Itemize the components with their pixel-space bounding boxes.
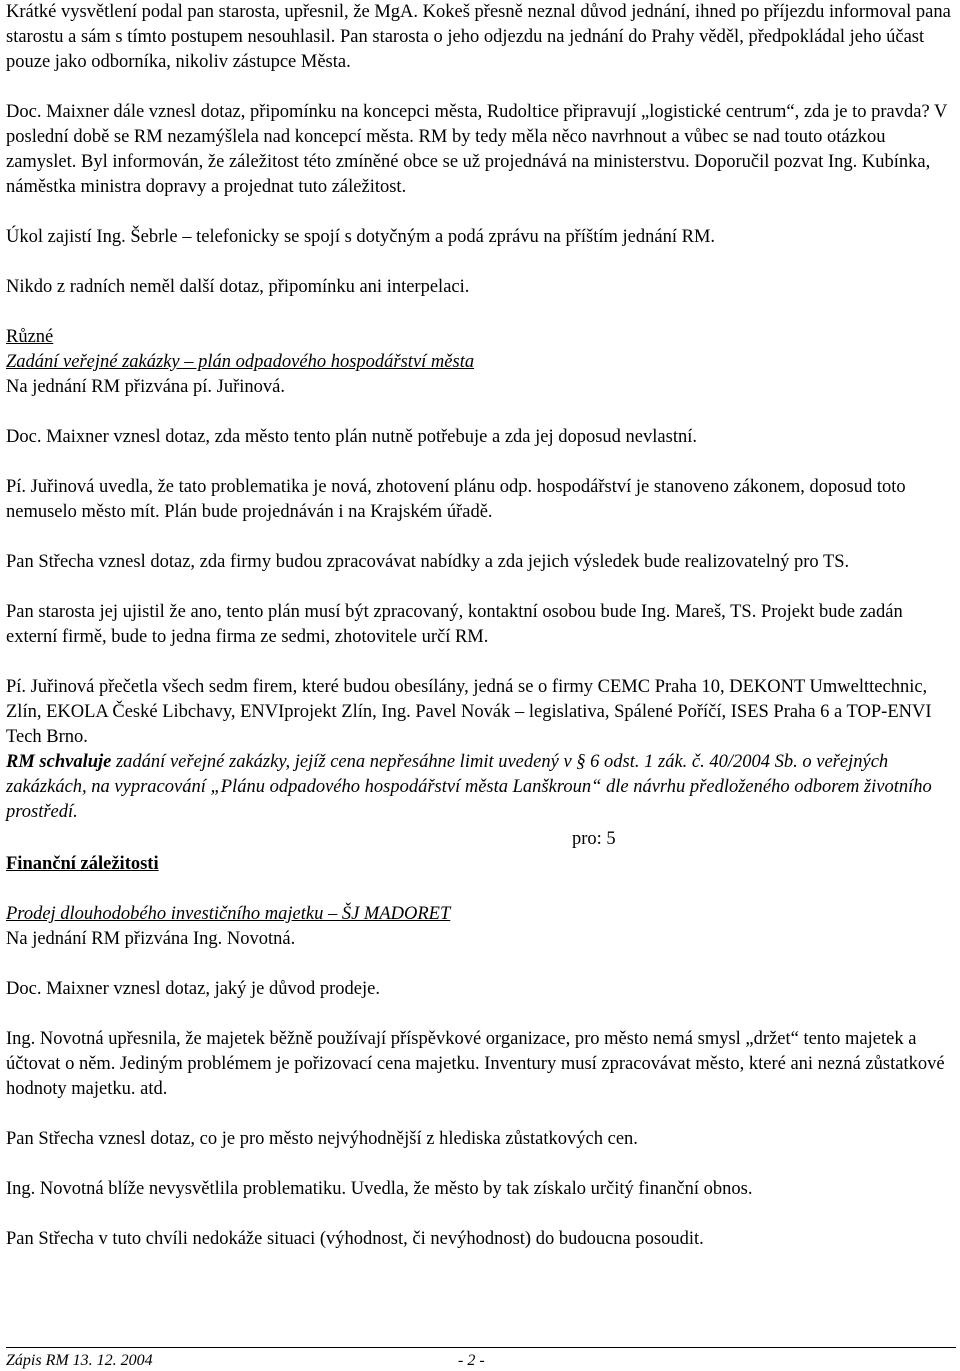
paragraph-novotna-explain: Ing. Novotná upřesnila, že majetek běžně používají příspěvkové organizace, pro město nemá smysl „držet“ tento majetek a účtovat o něm. Jediným problémem je pořizovací cena majetku. Inventury musí zpracovávat město, které ani nezná zůstatkové hodnoty majetku. atd. xyxy=(6,1029,945,1099)
paragraph-maixner-reason: Doc. Maixner vznesl dotaz, jaký je důvod prodeje. xyxy=(6,979,380,999)
resolution-bold: RM schvaluje xyxy=(6,752,112,772)
paragraph-strecha-residual: Pan Střecha vznesl dotaz, co je pro město nejvýhodnější z hlediska zůstatkových cen. xyxy=(6,1129,638,1149)
paragraph-maixner-concept: Doc. Maixner dále vznesl dotaz, připomínku na koncepci města, Rudoltice připravují „logistické centrum“, zda je to pravda? V poslední době se RM nezamýšlela nad koncepcí města. RM by tedy měla něco navrhnout a vůbec se nad touto otázkou zamyslet. Byl informován, že záležitost této zmíněné obce se už projednává na ministerstvu. Doporučil pozvat Ing. Kubínka, náměstka ministra dopravy a projednat tuto záležitost. xyxy=(6,102,947,197)
paragraph-mayor-answer: Pan starosta jej ujistil že ano, tento plán musí být zpracovaný, kontaktní osobou bude Ing. Mareš, TS. Projekt bude zadán externí firmě, bude to jedna firma ze sedmi, zhotovitele určí RM. xyxy=(6,602,903,647)
subheading-asset-sale: Prodej dlouhodobého investičního majetku – ŠJ MADORET xyxy=(6,904,451,924)
resolution-rest: zadání veřejné zakázky, jejíž cena nepřesáhne limit uvedený v § 6 odst. 1 zák. č. 40/2004 Sb. o veřejných zakázkách, na vypracování „Plánu odpadového hospodářství města Lanškroun“ dle návrhu předloženého odborem životního prostředí. xyxy=(6,752,932,822)
paragraph-novotna-obnos: Ing. Novotná blíže nevysvětlila problematiku. Uvedla, že město by tak získalo určitý finanční obnos. xyxy=(6,1179,753,1199)
resolution-text xyxy=(6,750,956,825)
vote-result: pro: 5 xyxy=(572,829,616,849)
footer-divider xyxy=(6,1347,956,1348)
paragraph-strecha-assess: Pan Střecha v tuto chvíli nedokáže situaci (výhodnost, či nevýhodnost) do budoucna posoudit. xyxy=(6,1229,704,1249)
section-heading-ruzne: Různé xyxy=(6,327,54,347)
section-heading-financni: Finanční záležitosti xyxy=(6,854,159,874)
footer-document-title: Zápis RM 13. 12. 2004 xyxy=(6,1352,153,1369)
paragraph-jurinova-problem: Pí. Juřinová uvedla, že tato problematika je nová, zhotovení plánu odp. hospodářství je stanoveno zákonem, doposud toto nemuselo město mít. Plán bude projednáván i na Krajském úřadě. xyxy=(6,477,906,522)
paragraph-intro: Krátké vysvětlení podal pan starosta, upřesnil, že MgA. Kokeš přesně neznal důvod jednání, ihned po příjezdu informoval pana starostu a sám s tímto postupem nesouhlasil. Pan starosta o jeho odjezdu na jednání do Prahy věděl, předpokládal jeho účast pouze jako odborníka, nikoliv zástupce Města. xyxy=(6,2,951,72)
paragraph-maixner-plan: Doc. Maixner vznesl dotaz, zda město tento plán nutně potřebuje a zda jej doposud nevlastní. xyxy=(6,427,697,447)
paragraph-firms-list: Pí. Juřinová přečetla všech sedm firem, které budou obesílány, jedná se o firmy CEMC Praha 10, DEKONT Umwelttechnic, Zlín, EKOLA České Libchavy, ENVIprojekt Zlín, Ing. Pavel Novák – legislativa, Spálené Poříčí, ISES Praha 6 a TOP-ENVI Tech Brno. xyxy=(6,677,932,747)
paragraph-no-questions: Nikdo z radních neměl další dotaz, připomínku ani interpelaci. xyxy=(6,277,470,297)
paragraph-task: Úkol zajistí Ing. Šebrle – telefonicky se spojí s dotyčným a podá zprávu na příštím jednání RM. xyxy=(6,227,716,247)
document-page xyxy=(6,0,956,1252)
paragraph-strecha-offers: Pan Střecha vznesl dotaz, zda firmy budou zpracovávat nabídky a zda jejich výsledek bude realizovatelný pro TS. xyxy=(6,552,850,572)
invited-novotna: Na jednání RM přizvána Ing. Novotná. xyxy=(6,929,296,949)
invited-jurinova: Na jednání RM přizvána pí. Juřinová. xyxy=(6,377,285,397)
footer-page-number: - 2 - xyxy=(458,1352,485,1369)
page-footer xyxy=(6,1351,956,1371)
subheading-public-contract: Zadání veřejné zakázky – plán odpadového hospodářství města xyxy=(6,352,475,372)
